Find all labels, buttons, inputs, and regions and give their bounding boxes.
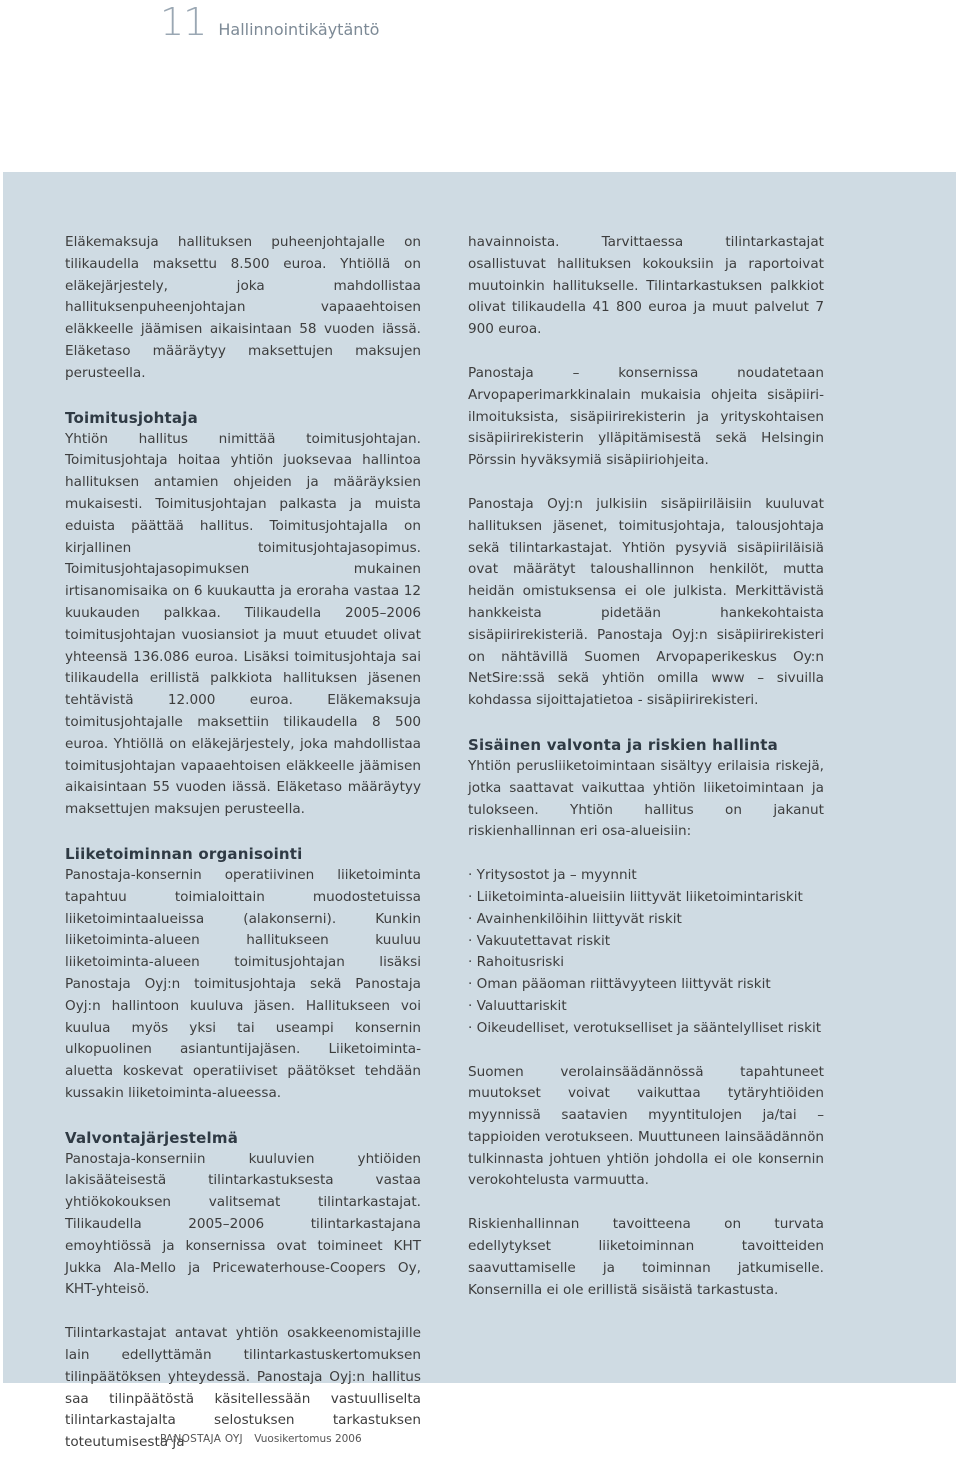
risk-list: [468, 865, 824, 1039]
heading-internal-control: Sisäinen valvonta ja riskien hallinta: [468, 735, 778, 754]
heading-business-organization: Liiketoiminnan organisointi: [65, 844, 303, 863]
list-item: · Valuuttariskit: [468, 996, 824, 1018]
heading-control-system: Valvontajärjestelmä: [65, 1128, 239, 1147]
list-item: · Oikeudelliset, verotukselliset ja sääntelylliset riskit: [468, 1018, 824, 1040]
paragraph: Panostaja – konsernissa noudatetaan Arvopaperimarkkinalain mukaisia ohjeita sisäpiiri-ilmoituksista, sisäpiirirekisterin ja yrityskohtaisen sisäpiirirekisterin ylläpitämisestä sekä Helsingin Pörssin hyväksymiä sisäpiiriohjeita.: [468, 364, 824, 469]
list-item: · Oman pääoman riittävyyteen liittyvät riskit: [468, 974, 824, 996]
paragraph: Panostaja Oyj:n julkisiin sisäpiiriläisiin kuuluvat hallituksen jäsenet, toimitusjohtaja, talousjohtaja sekä tilintarkastajat. Yhtiön pysyviä sisäpiiriläisiä ovat määrätyt taloushallinnon henkilöt, mutta heidän omistuksensa ei ole julkista. Merkittävistä hankkeista pidetään hankekohtaista sisäpiirirekisteriä. Panostaja Oyj:n sisäpiirirekisteri on nähtävillä Suomen Arvopaperikeskus Oy:n NetSire:ssä sekä yhtiön omilla www – sivuilla kohdassa sijoittajatietoa - sisäpiirirekisteri.: [468, 495, 824, 709]
list-item: · Avainhenkilöihin liittyvät riskit: [468, 909, 824, 931]
paragraph: Yhtiön perusliiketoimintaan sisältyy erilaisia riskejä, jotka saattavat vaikuttaa yhtiön liiketoimintaan ja tulokseen. Yhtiön hallitus on jakanut riskienhallinnan eri osa-alueisiin:: [468, 757, 824, 840]
paragraph: Suomen verolainsäädännössä tapahtuneet muutokset voivat vaikuttaa tytäryhtiöiden myynnissä saatavien myyntitulojen ja/tai – tappioiden verotukseen. Muuttuneen lainsäädännön tulkinnasta johtuen yhtiön johdolla ei ole konsernin verokohtelusta varmuutta.: [468, 1063, 824, 1189]
page-header: [160, 0, 379, 50]
paragraph: havainnoista. Tarvittaessa tilintarkastajat osallistuvat hallituksen kokouksiin ja raportoivat muutoinkin hallitukselle. Tilintarkastuksen palkkiot olivat tilikaudella 41 800 euroa ja muut palvelut 7 900 euroa.: [468, 234, 824, 338]
paragraph: Panostaja-konsernin operatiivinen liiketoiminta tapahtuu toimialoittain muodostetuissa liiketoimintaalueissa (alakonserni). Kunkin liiketoiminta-alueen hallitukseen kuuluu liiketoiminta-alueen toimitusjohtajan lisäksi Panostaja Oyj:n toimitusjohtaja sekä Panostaja Oyj:n hallintoon kuuluva jäsen. Hallitukseen voi kuulua myös yksi tai useampi konsernin ulkopuolinen asiantuntijajäsen. Liiketoiminta-aluetta koskevat operatiiviset päätökset tehdään kussakin liiketoiminta-alueessa.: [65, 866, 421, 1101]
paragraph: Tilintarkastajat antavat yhtiön osakkeenomistajille lain edellyttämän tilintarkastuskertomuksen tilinpäätöksen yhteydessä. Panostaja Oyj:n hallitus saa tilinpäätöstä käsitellessään vastuulliselta tilintarkastajalta selostuksen tarkastuksen toteutumisesta ja: [65, 1325, 421, 1451]
report-title: Vuosikertomus 2006: [254, 1433, 362, 1445]
company-name: PANOSTAJA OYJ: [160, 1433, 243, 1445]
list-item: · Liiketoiminta-alueisiin liittyvät liiketoimintariskit: [468, 887, 824, 909]
list-item: · Vakuutettavat riskit: [468, 931, 824, 953]
section-title: Hallinnointikäytäntö: [218, 20, 380, 39]
page-number: 11: [160, 0, 207, 44]
paragraph: Riskienhallinnan tavoitteena on turvata edellytykset liiketoiminnan tavoitteiden saavuttamiselle ja toiminnan jatkumiselle. Konsernilla ei ole erillistä sisäistä tarkastusta.: [468, 1216, 824, 1298]
page-footer: [160, 1433, 362, 1445]
heading-ceo: Toimitusjohtaja: [65, 408, 198, 427]
paragraph: Yhtiön hallitus nimittää toimitusjohtajan. Toimitusjohtaja hoitaa yhtiön juoksevaa hallintoa hallituksen antamien ohjeiden ja määräyksien mukaisesti. Toimitusjohtajan palkasta ja muista eduista päättää hallitus. Toimitusjohtajalla on kirjallinen toimitusjohtajasopimus. Toimitusjohtajasopimuksen mukainen irtisanomisaika on 6 kuukautta ja eroraha vastaa 12 kuukauden palkkaa. Tilikaudella 2005–2006 toimitusjohtajan vuosiansiot ja muut etuudet olivat yhteensä 136.086 euroa. Lisäksi toimitusjohtaja sai tilikaudella erillistä palkkiota hallituksen jäsenen tehtävistä 12.000 euroa. Eläkemaksuja toimitusjohtajalle maksettiin tilikaudella 8 500 euroa. Yhtiöllä on eläkejärjestely, joka mahdollistaa toimitusjohtajan vapaaehtoisen eläkkeelle jäämisen aikaisintaan 55 vuoden iässä. Eläketaso määräytyy maksettujen maksujen perusteella.: [65, 430, 421, 818]
list-item: · Rahoitusriski: [468, 952, 824, 974]
right-column: [468, 232, 824, 1323]
paragraph: Panostaja-konserniin kuuluvien yhtiöiden lakisääteisestä tilintarkastuksesta vastaa yhtiökokouksen valitsemat tilintarkastajat. Tilikaudella 2005–2006 tilintarkastajana emoyhtiössä ja konsernissa ovat toimineet KHT Jukka Ala-Mello ja Pricewaterhouse-Coopers Oy, KHT-yhteisö.: [65, 1150, 421, 1298]
paragraph: Eläkemaksuja hallituksen puheenjohtajalle on tilikaudella maksettu 8.500 euroa. Yhtiöllä on eläkejärjestely, joka mahdollistaa hallituksenpuheenjohtajan vapaaehtoisen eläkkeelle jäämisen aikaisintaan 58 vuoden iässä. Eläketaso määräytyy maksettujen maksujen perusteella.: [65, 234, 421, 381]
list-item: · Yritysostot ja – myynnit: [468, 865, 824, 887]
left-column: [65, 232, 421, 1476]
